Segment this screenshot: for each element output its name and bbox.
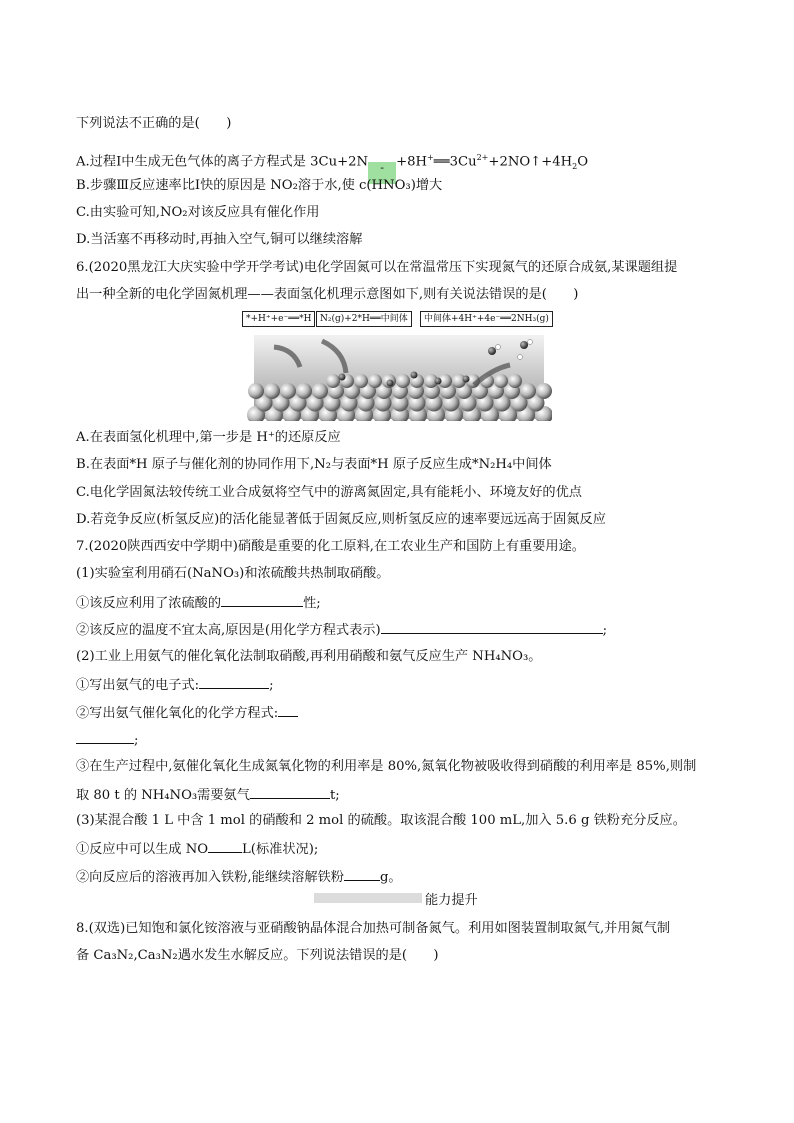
- q7-part-2c-line-1: ③在生产过程中,氨催化氧化生成氮氧化物的利用率是 80%,氮氧化物被吸收得到硝酸的利用率是 85%,则制: [76, 759, 697, 774]
- answer-blank[interactable]: [278, 703, 298, 717]
- equation-box-3: 中间体+4H⁺+4e⁻══2NH₃(g): [420, 311, 553, 327]
- nitrogen-atom: [387, 380, 394, 387]
- section-heading: 能力提升: [425, 893, 478, 908]
- option-6a: A.在表面氢化机理中,第一步是 H⁺的还原反应: [76, 430, 341, 445]
- q7-part-2: (2)工业上用氨气的催化氧化法制取硝酸,再利用硝酸和氨气反应生产 NH₄NO₃。: [76, 649, 542, 664]
- q7-part-1b-end: ;: [602, 623, 608, 638]
- surface-atom: [326, 374, 340, 388]
- nitrogen-atom: [339, 374, 346, 381]
- q7-part-1b-text: ②该反应的温度不宜太高,原因是(用化学方程式表示): [76, 623, 381, 638]
- q7-part-1a: [76, 593, 321, 613]
- question-6-stem-1: 6.(2020黑龙江大庆实验中学开学考试)电化学固氮可以在常温常压下实现氮气的还原合成氨,某课题组提: [76, 260, 678, 275]
- q7-part-3a-text: ①反应中可以生成 NO: [76, 842, 209, 857]
- option-5a-part: O: [577, 154, 589, 170]
- question-intro: 下列说法不正确的是( ): [76, 116, 232, 131]
- section-divider-bar: [314, 893, 422, 903]
- q7-part-3a: [76, 839, 318, 859]
- option-6d: D.若竞争反应(析氢反应)的活化能显著低于固氮反应,则析氢反应的速率要远远高于固氮反应: [76, 512, 606, 527]
- option-5d: D.当活塞不再移动时,再抽入空气,铜可以继续溶解: [76, 232, 363, 247]
- q7-part-2c-end: t;: [329, 788, 340, 803]
- q7-part-1a-end: 性;: [303, 596, 321, 611]
- q7-part-2c-text: 取 80 t 的 NH₄NO₃需要氨气: [76, 788, 250, 803]
- superscript: +: [427, 153, 434, 162]
- q7-part-2b-cont: [76, 730, 138, 750]
- mechanism-figure: [242, 311, 552, 421]
- nitrogen-atom: [435, 378, 442, 385]
- answer-blank[interactable]: [221, 593, 303, 607]
- surface-atom: [280, 383, 296, 399]
- option-6b: B.在表面*H 原子与催化剂的协同作用下,N₂与表面*H 原子反应生成*N₂H₄中间体: [76, 457, 552, 472]
- option-5a-part: ══3Cu: [433, 154, 477, 170]
- q7-part-2b-text: ②写出氨气催化氧化的化学方程式:: [76, 706, 279, 721]
- q7-part-1: (1)实验室利用硝石(NaNO₃)和浓硫酸共热制取硝酸。: [76, 566, 390, 581]
- q7-part-3b-end: g。: [379, 870, 402, 885]
- equation-box-2: N₂(g)+2*H══中间体: [316, 311, 412, 327]
- equation-box-1: *+H⁺+e⁻══*H: [242, 311, 315, 327]
- answer-blank[interactable]: [250, 785, 330, 799]
- question-8-stem-1: 8.(双选)已知饱和氯化铵溶液与亚硝酸钠晶体混合加热可制备氮气。利用如图装置制取氮气,并用氮气制: [76, 921, 671, 936]
- answer-blank[interactable]: [76, 730, 134, 744]
- nitrogen-atom: [411, 372, 418, 379]
- answer-blank[interactable]: [199, 675, 269, 689]
- q7-part-2b-end: ;: [134, 733, 139, 748]
- q7-part-3a-end: L(标准状况);: [242, 842, 319, 857]
- q7-part-3b: [76, 867, 402, 887]
- q7-part-3: (3)某混合酸 1 L 中含 1 mol 的硝酸和 2 mol 的硫酸。取该混合酸 100 mL,加入 5.6 g 铁粉充分反应。: [76, 813, 686, 828]
- q7-part-2a: [76, 675, 274, 695]
- subscript: 2: [572, 162, 578, 172]
- option-5b: B.步骤Ⅲ反应速率比Ⅰ快的原因是 NO₂溶于水,使 c(HNO₃)增大: [76, 178, 443, 193]
- surface-atom: [368, 374, 382, 388]
- surface-atom: [296, 383, 312, 399]
- q7-part-2a-text: ①写出氨气的电子式:: [76, 678, 200, 693]
- surface-atom: [396, 374, 410, 388]
- question-8-stem-2: 备 Ca₃N₂,Ca₃N₂遇水发生水解反应。下列说法错误的是( ): [76, 948, 439, 963]
- option-6c: C.电化学固氮法较传统工业合成氨将空气中的游离氮固定,具有能耗小、环境友好的优点: [76, 485, 582, 500]
- superscript: 2+: [476, 153, 489, 162]
- highlight-chip: -: [368, 162, 396, 184]
- nitrogen-atom: [463, 376, 470, 383]
- q7-part-2c-line-2: [76, 785, 340, 805]
- answer-blank[interactable]: [344, 867, 380, 881]
- option-5c: C.由实验可知,NO₂对该反应具有催化作用: [76, 205, 320, 220]
- q7-part-1a-text: ①该反应利用了浓硫酸的: [76, 596, 222, 611]
- surface-atom: [494, 374, 508, 388]
- option-5a-part: +8H: [396, 154, 428, 170]
- q7-part-2b: [76, 703, 298, 723]
- answer-blank[interactable]: [208, 839, 242, 853]
- surface-atom: [536, 383, 552, 399]
- surface-atom: [508, 374, 522, 388]
- question-7-stem: 7.(2020陕西西安中学期中)硝酸是重要的化工原料,在工农业生产和国防上有重要用途。: [76, 539, 585, 554]
- q7-part-1b: [76, 620, 607, 640]
- surface-atom: [312, 383, 328, 399]
- option-5a-part: +2NO↑+4H: [488, 154, 573, 170]
- q7-part-3b-text: ②向反应后的溶液再加入铁粉,能继续溶解铁粉: [76, 870, 344, 885]
- surface-atom: [354, 374, 368, 388]
- surface-atom: [248, 383, 264, 399]
- option-5a-text: A.过程Ⅰ中生成无色气体的离子方程式是 3Cu+2N: [76, 154, 369, 170]
- q7-part-2a-end: ;: [269, 678, 274, 693]
- surface-atom: [520, 383, 536, 399]
- surface-atom: [264, 383, 280, 399]
- answer-blank[interactable]: [381, 620, 603, 634]
- question-6-stem-2: 出一种全新的电化学固氮机理——表面氢化机理示意图如下,则有关说法错误的是( ): [76, 287, 579, 302]
- catalyst-surface-illustration: [242, 311, 552, 421]
